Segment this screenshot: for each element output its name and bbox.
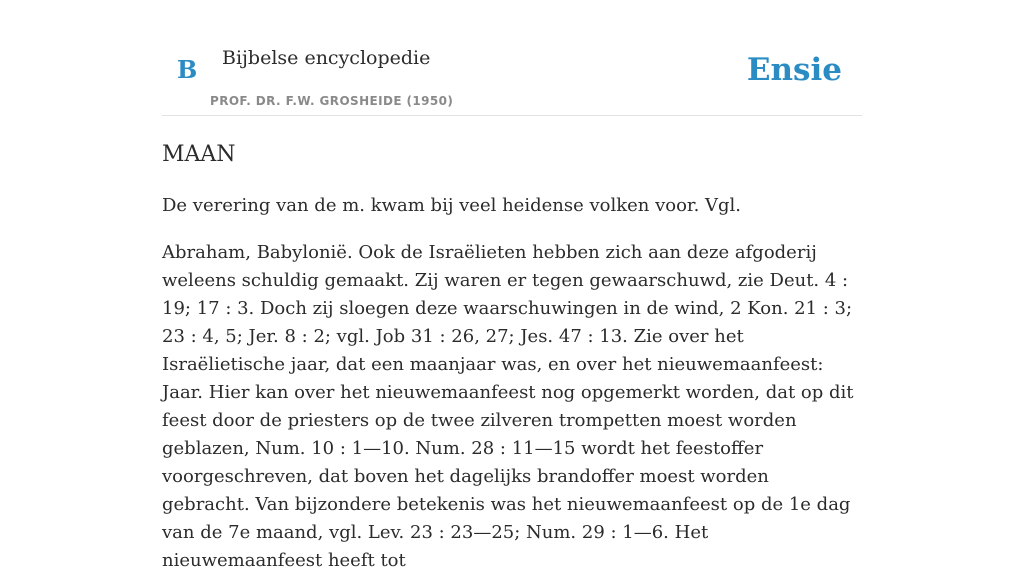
entry-paragraph: Abraham, Babylonië. Ook de Israëlieten hebben zich aan deze afgoderij weleens schuldig gemaakt. Zij waren er tegen gewaarschuwd, zie Deut. 4 : 19; 17 : 3. Doch zij sloegen deze waarschuwingen in de wind, 2 Kon. 21 : 3; 23 : 4, 5; Jer. 8 : 2; vgl. Job 31 : 26, 27; Jes. 47 : 13. Zie over het Israëlietische jaar, dat een maanjaar was, en over het nieuwemaanfeest: Jaar. Hier kan over het nieuwemaanfeest nog opgemerkt worden, dat op dit feest door de priesters op de twee zilveren trompetten moest worden geblazen, Num. 10 : 1—10. Num. 28 : 11—15 wordt het feestoffer voorgeschreven, dat boven het dagelijks brandoffer moest worden gebracht. Van bijzondere betekenis was het nieuwemaanfeest op de 1e dag van de 7e maand, vgl. Lev. 23 : 23—25; Num. 29 : 1—6. Het nieuwemaanfeest heeft tot [162, 242, 854, 571]
entry-title: MAAN [162, 142, 236, 167]
book-logo[interactable]: B [177, 55, 198, 84]
author-line: PROF. DR. F.W. GROSHEIDE (1950) [210, 94, 454, 108]
ensie-logo[interactable]: Ensie [746, 52, 842, 88]
page-container [162, 0, 862, 571]
header [162, 0, 862, 116]
entry-paragraph: De verering van de m. kwam bij veel heidense volken voor. Vgl. [162, 195, 742, 216]
book-title[interactable]: Bijbelse encyclopedie [222, 47, 431, 69]
